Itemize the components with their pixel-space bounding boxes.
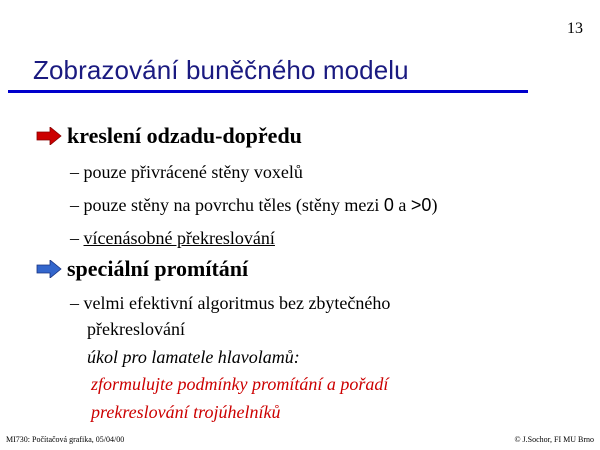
list-item: – pouze stěny na povrchu těles (stěny mezi 0 a >0) <box>70 195 438 215</box>
footer-copyright: © J.Sochor, FI MU Brno <box>514 435 594 444</box>
page-title: Zobrazování buněčného modelu <box>33 55 409 85</box>
bullet-label: kreslení odzadu-dopředu <box>67 123 302 148</box>
task-line: zformulujte podmínky promítání a pořadí <box>91 374 389 394</box>
list-item-continuation: překreslování <box>87 319 185 339</box>
title-divider <box>8 90 528 93</box>
arrow-right-icon <box>36 260 62 278</box>
page-number: 13 <box>567 20 583 37</box>
list-item: – pouze přivrácené stěny voxelů <box>70 162 303 182</box>
bullet-kresleni <box>36 123 302 149</box>
task-heading: úkol pro lamatele hlavolamů: <box>87 347 300 367</box>
bullet-specialni <box>36 256 248 282</box>
bullet-label: speciální promítání <box>67 256 249 281</box>
arrow-right-icon <box>36 127 62 145</box>
list-item: – vícenásobné překreslování <box>70 228 275 248</box>
list-item: – velmi efektivní algoritmus bez zbytečného <box>70 293 391 313</box>
footer-course: MI730: Počítačová grafika, 05/04/00 <box>6 435 125 444</box>
task-line: prekreslování trojúhelníků <box>91 402 281 422</box>
